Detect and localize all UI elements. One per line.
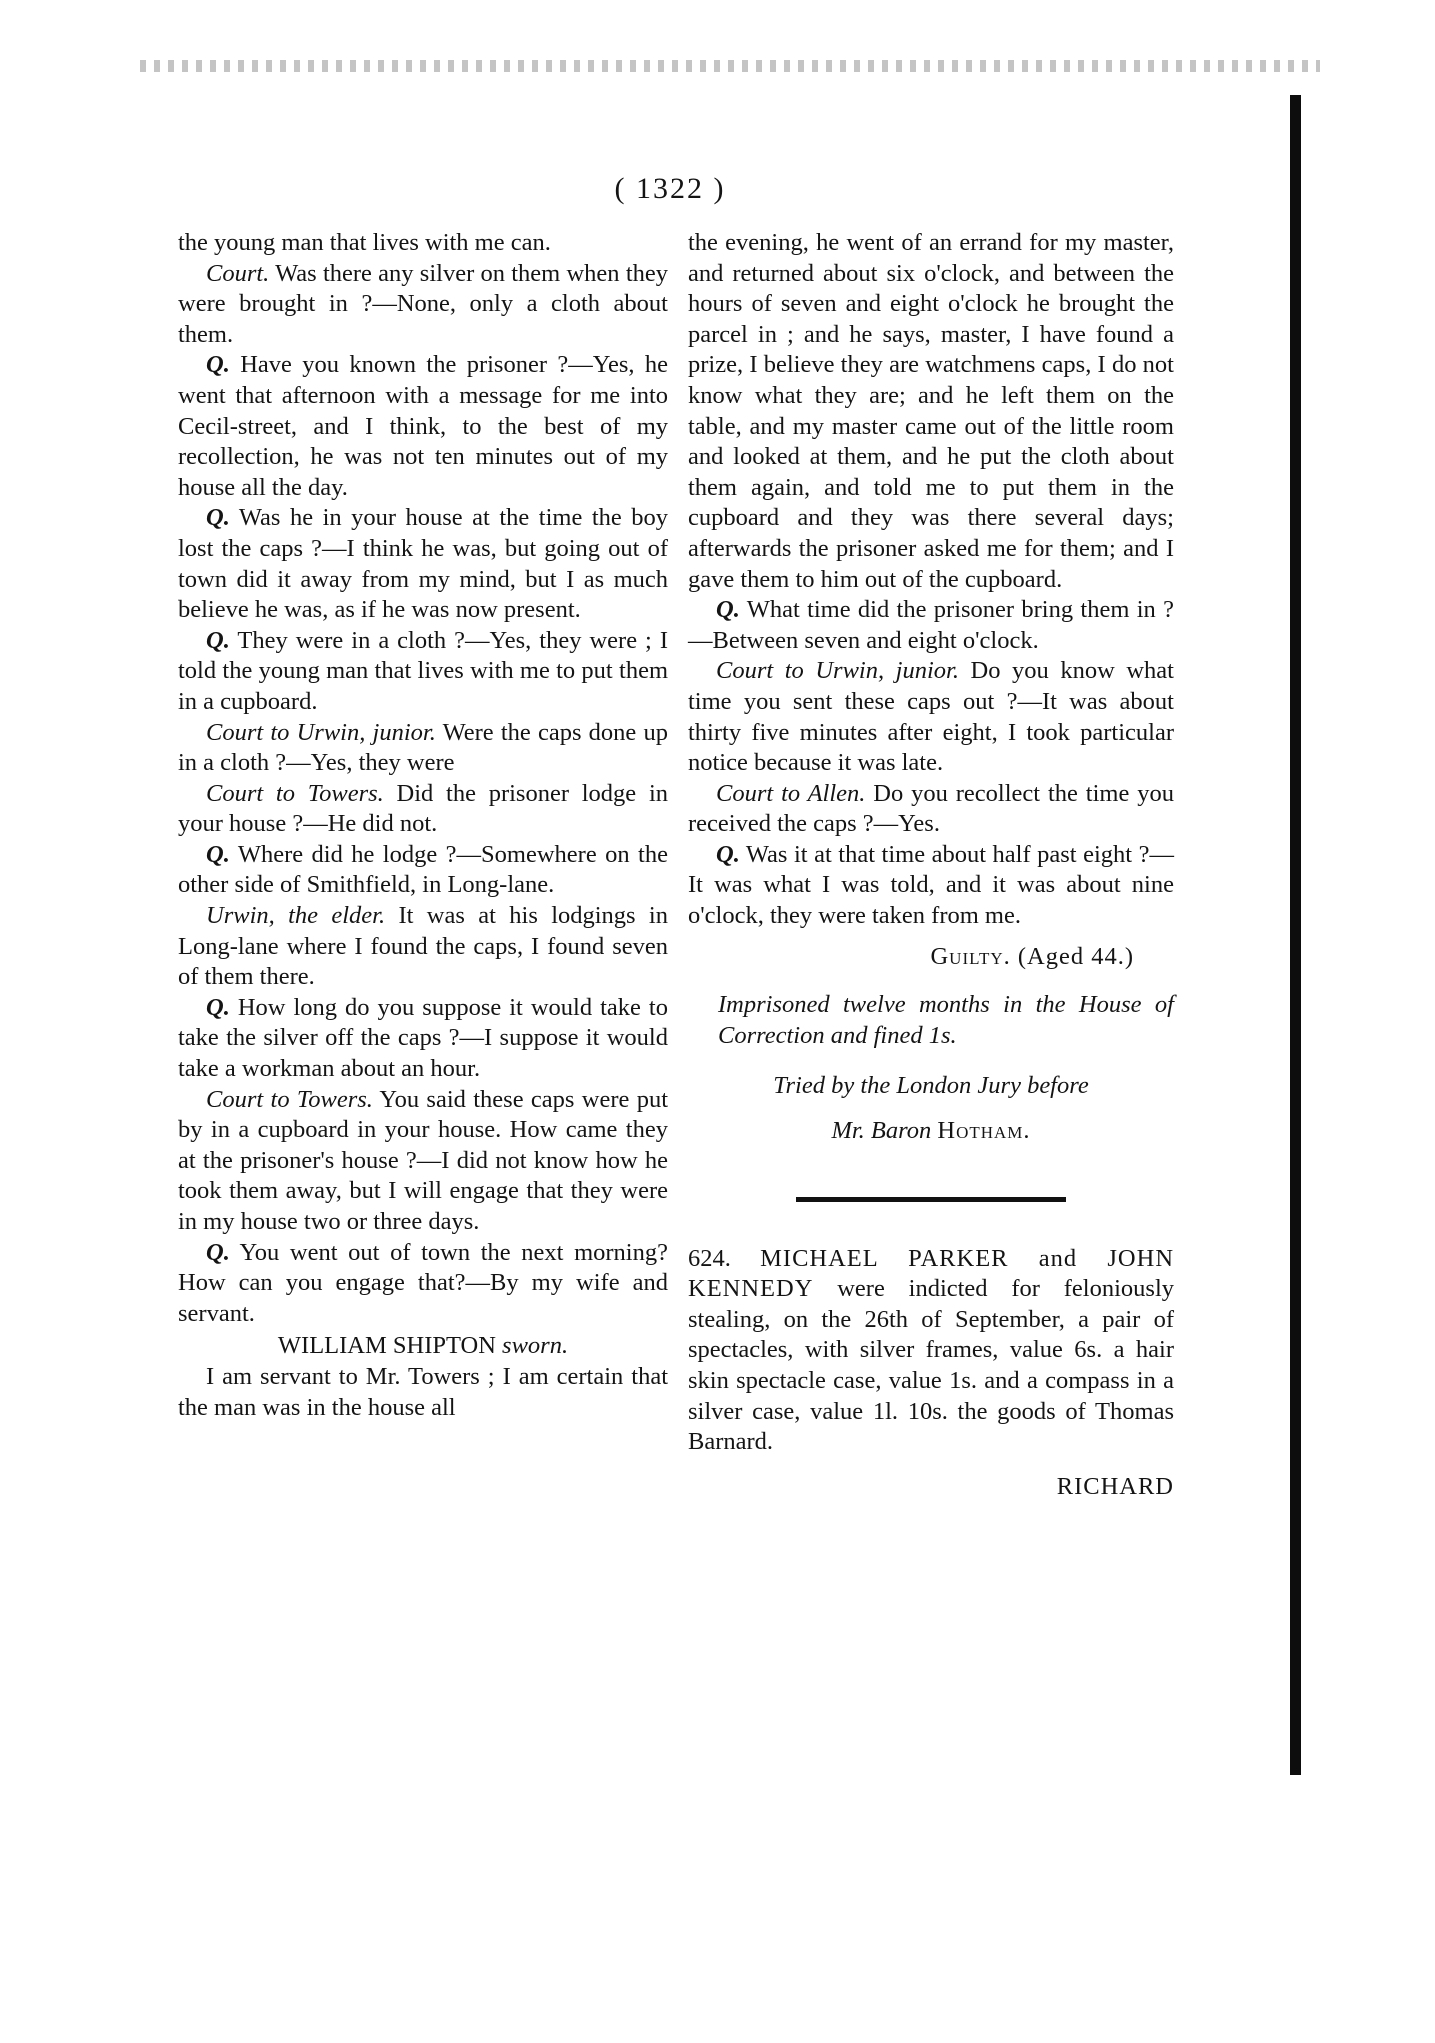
paragraph-text: Was it at that time about half past eight ?—It was what I was told, and it was about nine o'clock, they were taken from me. (688, 840, 1174, 930)
speaker: Court to Allen. (716, 779, 866, 807)
paragraph (178, 259, 668, 351)
case-defendants: MICHAEL PARKER and JOHN KENNEDY (688, 1244, 1175, 1303)
right-column (688, 228, 1174, 1502)
witness-name: WILLIAM SHIPTON (277, 1332, 496, 1360)
question-mark: Q. (716, 596, 740, 624)
paragraph (688, 656, 1174, 778)
verdict-word: Guilty. (930, 942, 1011, 970)
paragraph-text: Have you known the prisoner ?—Yes, he went that afternoon with a message for me into Cecil-street, and I think, to the best of my recollection, he was not ten minutes out of my house all the day. (178, 351, 668, 501)
judge-title: Mr. Baron (831, 1117, 932, 1145)
speaker: Urwin, the elder. (206, 902, 386, 930)
judge-line (688, 1116, 1174, 1147)
paragraph (178, 503, 668, 625)
paragraph (178, 1085, 668, 1238)
paragraph-text: What time did the prisoner bring them in ?—Between seven and eight o'clock. (688, 596, 1174, 654)
paragraph (178, 626, 668, 718)
question-mark: Q. (206, 840, 230, 868)
question-mark: Q. (206, 993, 230, 1021)
speaker: Court to Urwin, junior. (716, 657, 959, 685)
paragraph-text: Do you know what time you sent these caps out ?—It was about thirty five minutes after eight, I took particular notice because it was late. (688, 657, 1174, 777)
paragraph-text: Was he in your house at the time the boy lost the caps ?—I think he was, but going out of town did it away from my mind, but I as much believe he was, as if he was now present. (178, 504, 668, 624)
paragraph (178, 1362, 668, 1423)
paragraph-text: Did the prisoner lodge in your house ?—He did not. (178, 779, 668, 838)
paragraph-text: the evening, he went of an errand for my master, and returned about six o'clock, and between the hours of seven and eight o'clock he brought the parcel in ; and he says, master, I have found a prize, I believe they are watchmens caps, I do not know what they are; and he left them on the table, and my master came out of the little room and looked at them, and he put the cloth about them again, and told me to put them in the cupboard and they was there several days; afterwards the prisoner asked me for them; and I gave them to him out of the cupboard. (688, 229, 1174, 593)
speaker: Court. (206, 259, 270, 287)
paragraph (178, 1238, 668, 1330)
paragraph-text: the young man that lives with me can. (178, 229, 551, 256)
paragraph-text: Where did he lodge ?—Somewhere on the other side of Smithfield, in Long-lane. (178, 840, 668, 899)
paragraph (688, 840, 1174, 932)
case-paragraph (688, 1244, 1174, 1458)
paragraph (178, 779, 668, 840)
paragraph-text: They were in a cloth ?—Yes, they were ; I told the young man that lives with me to put them in a cupboard. (178, 626, 668, 715)
question-mark: Q. (206, 1238, 230, 1266)
binding-rule (1290, 95, 1301, 1775)
paragraph-text: Do you recollect the time you received the caps ?—Yes. (688, 779, 1174, 838)
sentence: Imprisoned twelve months in the House of Correction and fined 1s. (718, 991, 1174, 1049)
paragraph-text: I am servant to Mr. Towers ; I am certain that the man was in the house all (178, 1362, 668, 1421)
paragraph (178, 901, 668, 993)
speaker: Court to Towers. (206, 779, 384, 807)
paragraph-text: Were the caps done up in a cloth ?—Yes, they were (178, 718, 668, 777)
witness-heading (178, 1331, 668, 1362)
judge-name: Hotham. (937, 1117, 1031, 1145)
paragraph-text: It was at his lodgings in Long-lane where I found the caps, I found seven of them there. (178, 902, 668, 991)
case-text: were indicted for feloniously stealing, on the 26th of September, a pair of spectacles, with silver frames, value 6s. a hair skin spectacle case, value 1s. and a compass in a silver case, value 1l. 10s. the goods of Thomas Barnard. (688, 1275, 1174, 1456)
paragraph-text: Was there any silver on them when they were brought in ?—None, only a cloth about them. (178, 259, 668, 348)
question-mark: Q. (206, 626, 230, 654)
paragraph (688, 228, 1174, 595)
paragraph (178, 350, 668, 503)
paragraph-text: You went out of town the next morning? How can you engage that?—By my wife and servant. (178, 1238, 668, 1327)
witness-sworn: sworn. (502, 1332, 569, 1360)
catchword: RICHARD (1056, 1472, 1174, 1500)
speaker: Court to Towers. (206, 1085, 373, 1113)
page-number: ( 1322 ) (614, 172, 726, 205)
verdict (688, 942, 1174, 973)
paragraph (688, 595, 1174, 656)
paragraph (688, 779, 1174, 840)
paragraph (178, 840, 668, 901)
paragraph-text: You said these caps were put by in a cupboard in your house. How came they at the prisoner's house ?—I did not know how he took them away, but I will engage that they were in my house two or three days. (178, 1085, 668, 1235)
case-number: 624. (688, 1244, 731, 1272)
paragraph (178, 993, 668, 1085)
left-column (178, 228, 668, 1423)
paragraph (178, 718, 668, 779)
question-mark: Q. (206, 351, 230, 379)
paragraph (178, 228, 668, 259)
scan-edge-mark (140, 60, 1320, 72)
question-mark: Q. (206, 504, 230, 532)
section-divider (796, 1197, 1066, 1202)
verdict-age: (Aged 44.) (1017, 942, 1134, 970)
paragraph-text: How long do you suppose it would take to take the silver off the caps ?—I suppose it would take a workman about an hour. (178, 993, 668, 1083)
tried-before: Tried by the London Jury before (773, 1072, 1089, 1100)
speaker: Court to Urwin, junior. (206, 718, 436, 746)
question-mark: Q. (716, 840, 740, 868)
